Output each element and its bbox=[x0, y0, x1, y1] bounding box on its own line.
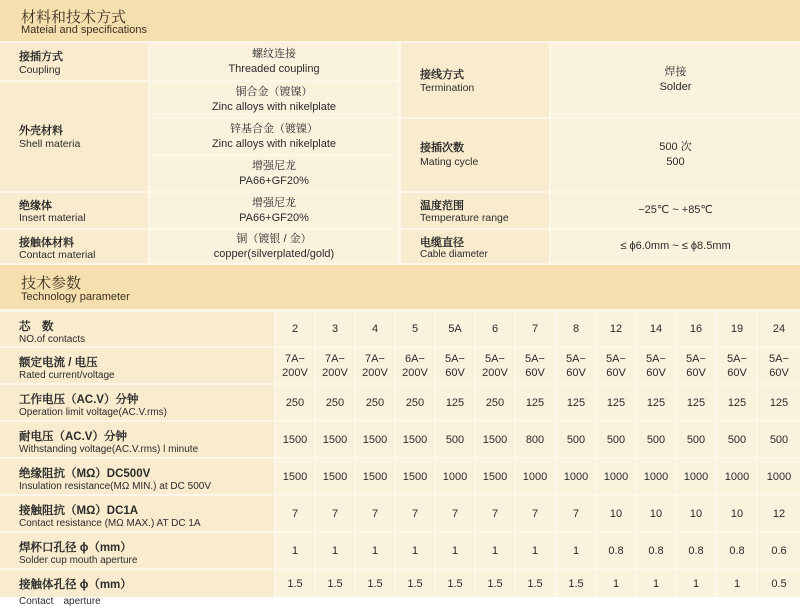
termination-label-en: Termination bbox=[420, 82, 475, 94]
tech-cell: 1000 bbox=[677, 459, 715, 494]
tech-cell: 0.8 bbox=[597, 533, 635, 568]
tech-cell: 7 bbox=[356, 496, 394, 531]
insert-label-zh: 绝缘体 bbox=[19, 200, 52, 212]
tech-cell: 800 bbox=[516, 422, 554, 457]
shell-label-zh: 外壳材料 bbox=[19, 125, 63, 137]
tech-cell: 1500 bbox=[276, 422, 314, 457]
tech-row-label-en: Withstanding voltage(AC.V.rms) l minute bbox=[19, 444, 199, 455]
shell-option-1 bbox=[150, 82, 398, 117]
temp-label-en: Temperature range bbox=[420, 212, 509, 224]
temperature-range-label bbox=[401, 193, 549, 228]
tech-cell: 5 bbox=[396, 312, 434, 346]
tech-cell: 1.5 bbox=[516, 570, 554, 597]
tech-cell: 500 bbox=[718, 422, 756, 457]
tech-cell: 125 bbox=[677, 385, 715, 420]
tech-cell: 4 bbox=[356, 312, 394, 346]
tech-cell: 1500 bbox=[276, 459, 314, 494]
tech-cell: 1000 bbox=[436, 459, 474, 494]
tech-cell: 1 bbox=[316, 533, 354, 568]
shell-option-3-zh: 增强尼龙 bbox=[252, 159, 296, 172]
termination-value bbox=[551, 43, 800, 117]
tech-cell: 7 bbox=[436, 496, 474, 531]
tech-cell: 250 bbox=[396, 385, 434, 420]
shell-option-1-en: Zinc alloys with nikelplate bbox=[211, 100, 337, 113]
tech-cell: 0.5 bbox=[758, 570, 800, 597]
materials-title-en: Mateial and specifications bbox=[21, 24, 147, 36]
tech-cell: 1 bbox=[557, 533, 595, 568]
tech-cell: 3 bbox=[316, 312, 354, 346]
tech-cell: 1 bbox=[276, 533, 314, 568]
tech-cell: 12 bbox=[758, 496, 800, 531]
coupling-value bbox=[150, 43, 398, 80]
tech-cell: 1.5 bbox=[316, 570, 354, 597]
tech-cell: 1 bbox=[516, 533, 554, 568]
tech-cell: 10 bbox=[718, 496, 756, 531]
tech-cell: 1 bbox=[597, 570, 635, 597]
tech-row-label-zh: 芯 数 bbox=[19, 321, 54, 333]
tech-row-label-zh: 接触体孔径 ϕ（mm） bbox=[19, 579, 132, 591]
tech-cell: 5A− 60V bbox=[516, 348, 554, 383]
tech-cell: 5A− 60V bbox=[637, 348, 675, 383]
tech-cell: 1500 bbox=[396, 459, 434, 494]
tech-cell: 1.5 bbox=[476, 570, 514, 597]
tech-cell: 250 bbox=[476, 385, 514, 420]
tech-row-label-zh: 额定电流 / 电压 bbox=[19, 357, 98, 369]
cable-value: ≤ ϕ6.0mm ~ ≤ ϕ8.5mm bbox=[620, 240, 731, 252]
insert-label-en: Insert material bbox=[19, 212, 86, 224]
tech-cell: 125 bbox=[557, 385, 595, 420]
tech-cell: 1500 bbox=[316, 422, 354, 457]
tech-row-label bbox=[0, 385, 274, 420]
tech-cell: 12 bbox=[597, 312, 635, 346]
coupling-label-zh: 接插方式 bbox=[19, 51, 63, 63]
tech-cell: 10 bbox=[637, 496, 675, 531]
tech-title-en: Technology parameter bbox=[21, 291, 130, 303]
tech-cell: 5A− 60V bbox=[677, 348, 715, 383]
temp-label-zh: 温度范围 bbox=[420, 200, 464, 212]
shell-option-2 bbox=[150, 119, 398, 154]
cable-label-en: Cable diameter bbox=[420, 249, 488, 260]
tech-cell: 1 bbox=[356, 533, 394, 568]
contact-material-value bbox=[150, 230, 398, 263]
tech-row-label bbox=[0, 312, 274, 346]
tech-cell: 500 bbox=[436, 422, 474, 457]
tech-row-label-en: Contact aperture bbox=[19, 596, 101, 607]
tech-cell: 500 bbox=[677, 422, 715, 457]
shell-option-3 bbox=[150, 156, 398, 191]
mating-cycle-label bbox=[401, 119, 549, 191]
tech-cell: 5A bbox=[436, 312, 474, 346]
tech-row-label bbox=[0, 422, 274, 457]
tech-cell: 19 bbox=[718, 312, 756, 346]
tech-cell: 1500 bbox=[396, 422, 434, 457]
tech-row-label-zh: 工作电压（AC.V）分钟 bbox=[19, 394, 139, 406]
tech-cell: 1000 bbox=[758, 459, 800, 494]
temp-value: −25℃ ~ +85℃ bbox=[638, 204, 713, 216]
cable-diameter-value bbox=[551, 230, 800, 263]
tech-cell: 10 bbox=[677, 496, 715, 531]
temperature-range-value bbox=[551, 193, 800, 228]
contact-label-en: Contact material bbox=[19, 249, 96, 261]
cable-label-zh: 电缆直径 bbox=[420, 237, 464, 249]
tech-cell: 16 bbox=[677, 312, 715, 346]
tech-cell: 1.5 bbox=[396, 570, 434, 597]
shell-option-1-zh: 铜合金（镀镍） bbox=[235, 85, 313, 98]
coupling-label bbox=[0, 43, 148, 80]
mating-label-zh: 接插次数 bbox=[420, 142, 464, 154]
mating-value-zh: 500 次 bbox=[659, 141, 692, 153]
insert-material-value bbox=[150, 193, 398, 228]
mating-value-en: 500 bbox=[666, 156, 685, 168]
tech-row-label-en: Rated current/voltage bbox=[19, 370, 115, 381]
tech-cell: 6 bbox=[476, 312, 514, 346]
contact-value-en: copper(silverplated/gold) bbox=[213, 247, 335, 260]
tech-cell: 5A− 60V bbox=[557, 348, 595, 383]
tech-cell: 7 bbox=[557, 496, 595, 531]
tech-cell: 1 bbox=[476, 533, 514, 568]
tech-title-zh: 技术参数 bbox=[21, 275, 82, 292]
tech-cell: 1500 bbox=[316, 459, 354, 494]
tech-cell: 1.5 bbox=[356, 570, 394, 597]
tech-cell: 250 bbox=[356, 385, 394, 420]
shell-material-label bbox=[0, 82, 148, 191]
tech-cell: 0.8 bbox=[637, 533, 675, 568]
tech-row-label bbox=[0, 533, 274, 568]
tech-row-label-en: Operation limit voltage(AC.V.rms) bbox=[19, 407, 168, 418]
tech-cell: 7 bbox=[516, 312, 554, 346]
tech-cell: 7A− 200V bbox=[356, 348, 394, 383]
tech-cell: 1500 bbox=[356, 422, 394, 457]
shell-option-3-en: PA66+GF20% bbox=[239, 174, 309, 187]
tech-cell: 2 bbox=[276, 312, 314, 346]
coupling-label-en: Coupling bbox=[19, 64, 61, 76]
materials-section-header bbox=[0, 0, 800, 41]
tech-cell: 7 bbox=[396, 496, 434, 531]
tech-cell: 500 bbox=[758, 422, 800, 457]
tech-cell: 1000 bbox=[597, 459, 635, 494]
tech-cell: 7 bbox=[276, 496, 314, 531]
tech-cell: 1000 bbox=[516, 459, 554, 494]
tech-cell: 125 bbox=[758, 385, 800, 420]
tech-cell: 125 bbox=[516, 385, 554, 420]
tech-cell: 1.5 bbox=[557, 570, 595, 597]
tech-row-label-en: Contact resistance (MΩ MAX.) AT DC 1A bbox=[19, 518, 201, 529]
termination-value-en: Solder bbox=[659, 81, 692, 93]
tech-cell: 1 bbox=[677, 570, 715, 597]
tech-cell: 1000 bbox=[718, 459, 756, 494]
tech-cell: 14 bbox=[637, 312, 675, 346]
tech-cell: 1500 bbox=[476, 422, 514, 457]
tech-cell: 5A− 60V bbox=[758, 348, 800, 383]
tech-row-label-zh: 耐电压（AC.V）分钟 bbox=[19, 431, 127, 443]
tech-cell: 1000 bbox=[637, 459, 675, 494]
insert-material-label bbox=[0, 193, 148, 228]
tech-cell: 1 bbox=[396, 533, 434, 568]
termination-label-zh: 接线方式 bbox=[420, 69, 464, 81]
tech-cell: 0.6 bbox=[758, 533, 800, 568]
tech-cell: 250 bbox=[316, 385, 354, 420]
tech-cell: 500 bbox=[597, 422, 635, 457]
termination-value-zh: 焊接 bbox=[664, 66, 687, 78]
tech-cell: 125 bbox=[718, 385, 756, 420]
contact-label-zh: 接触体材料 bbox=[19, 237, 74, 249]
tech-cell: 5A− 200V bbox=[476, 348, 514, 383]
tech-row-label-zh: 焊杯口孔径 ϕ（mm） bbox=[19, 542, 132, 554]
tech-cell: 7A− 200V bbox=[276, 348, 314, 383]
mating-cycle-value bbox=[551, 119, 800, 191]
tech-row-label bbox=[0, 570, 274, 607]
tech-cell: 0.8 bbox=[718, 533, 756, 568]
mating-label-en: Mating cycle bbox=[420, 156, 479, 168]
tech-cell: 1 bbox=[637, 570, 675, 597]
shell-option-2-en: Zinc alloys with nikelplate bbox=[211, 137, 337, 150]
coupling-value-zh: 螺纹连接 bbox=[252, 47, 296, 60]
insert-value-zh: 增强尼龙 bbox=[252, 196, 296, 209]
tech-cell: 24 bbox=[758, 312, 800, 346]
tech-cell: 7A− 200V bbox=[316, 348, 354, 383]
tech-cell: 1 bbox=[436, 533, 474, 568]
tech-cell: 1500 bbox=[356, 459, 394, 494]
contact-material-label bbox=[0, 230, 148, 263]
tech-cell: 8 bbox=[557, 312, 595, 346]
tech-cell: 1.5 bbox=[436, 570, 474, 597]
tech-cell: 1000 bbox=[557, 459, 595, 494]
tech-cell: 7 bbox=[476, 496, 514, 531]
tech-cell: 125 bbox=[637, 385, 675, 420]
coupling-value-en: Threaded coupling bbox=[228, 62, 320, 75]
tech-cell: 125 bbox=[436, 385, 474, 420]
tech-cell: 1500 bbox=[476, 459, 514, 494]
tech-cell: 6A− 200V bbox=[396, 348, 434, 383]
tech-cell: 500 bbox=[557, 422, 595, 457]
tech-section-header bbox=[0, 265, 800, 309]
tech-cell: 125 bbox=[597, 385, 635, 420]
tech-row-label-en: Solder cup mouth aperture bbox=[19, 555, 138, 566]
tech-cell: 0.8 bbox=[677, 533, 715, 568]
insert-value-en: PA66+GF20% bbox=[239, 211, 309, 224]
tech-cell: 500 bbox=[637, 422, 675, 457]
contact-value-zh: 铜（镀银 / 金） bbox=[236, 232, 312, 245]
shell-option-2-zh: 锌基合金（镀镍） bbox=[230, 122, 318, 135]
tech-cell: 1.5 bbox=[276, 570, 314, 597]
tech-cell: 1 bbox=[718, 570, 756, 597]
tech-cell: 5A− 60V bbox=[597, 348, 635, 383]
cable-diameter-label bbox=[401, 230, 549, 263]
tech-cell: 10 bbox=[597, 496, 635, 531]
tech-row-label-zh: 绝缘阻抗（MΩ）DC500V bbox=[19, 468, 151, 480]
termination-label bbox=[401, 43, 549, 117]
tech-row-label bbox=[0, 496, 274, 531]
tech-cell: 5A− 60V bbox=[718, 348, 756, 383]
materials-title-zh: 材料和技术方式 bbox=[21, 9, 127, 26]
tech-cell: 7 bbox=[516, 496, 554, 531]
tech-row-label bbox=[0, 348, 274, 383]
tech-row-label bbox=[0, 459, 274, 494]
tech-cell: 250 bbox=[276, 385, 314, 420]
shell-label-en: Shell materia bbox=[19, 138, 81, 150]
tech-cell: 5A− 60V bbox=[436, 348, 474, 383]
tech-cell: 7 bbox=[316, 496, 354, 531]
tech-row-label-zh: 接触阻抗（MΩ）DC1A bbox=[19, 505, 139, 517]
tech-row-label-en: Insulation resistance(MΩ MIN.) at DC 500V bbox=[19, 481, 211, 492]
tech-row-label-en: NO.of contacts bbox=[19, 334, 86, 345]
